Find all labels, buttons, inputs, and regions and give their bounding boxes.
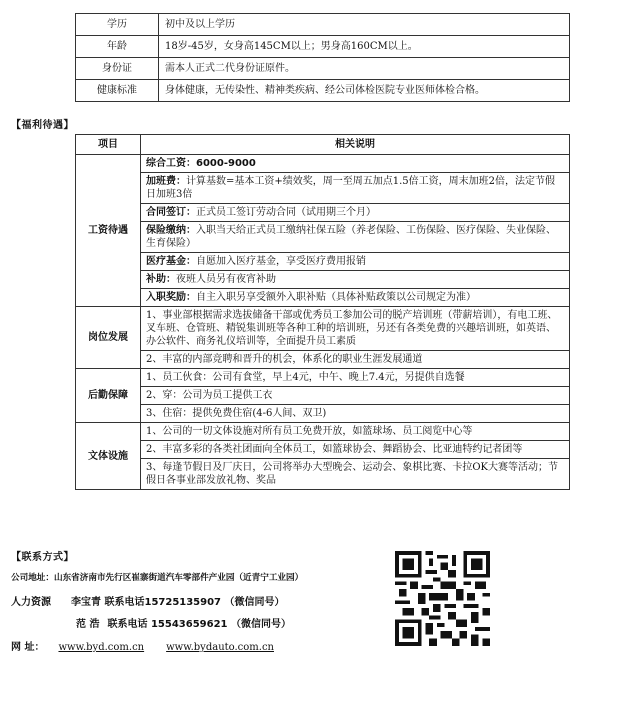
salary-category: 工资待遇: [76, 155, 141, 307]
hr-contact-1: [11, 593, 285, 608]
website-line: [11, 638, 274, 653]
website-link-1[interactable]: www.byd.com.cn: [58, 642, 145, 653]
development-item: 1、事业部根据需求选拔储备干部或优秀员工参加公司的脱产培训班（带薪培训），有电工班、叉车班、仓管班、精锐集训班等各种工种的培训班，另还有各类免费的兴趣培训班，如英语、办公软件、商务礼仪培训等，全面提升员工素质: [141, 307, 570, 351]
requirements-table: [75, 13, 570, 102]
table-row: [76, 36, 570, 58]
insurance-text: 入职当天给正式员工缴纳社保五险（养老保险、工伤保险、医疗保险、失业保险、生育保险）: [146, 225, 556, 249]
development-item: 2、丰富的内部竞聘和晋升的机会，体系化的职业生涯发展通道: [141, 351, 570, 369]
col-desc-header: 相关说明: [141, 135, 570, 155]
table-row: [76, 80, 570, 102]
req-label: 年龄: [76, 36, 159, 58]
table-row: [76, 271, 570, 289]
table-row: [76, 204, 570, 222]
table-row: [76, 222, 570, 253]
table-row: [76, 14, 570, 36]
logistics-category: 后勤保障: [76, 369, 141, 423]
insurance-row: [141, 222, 570, 253]
welfare-table: [75, 134, 570, 490]
medical-fund-title: 医疗基金：: [146, 256, 196, 267]
col-item-header: 项目: [76, 135, 141, 155]
table-row: [76, 289, 570, 307]
table-row: [76, 423, 570, 441]
development-category: 岗位发展: [76, 307, 141, 369]
table-row: [76, 351, 570, 369]
insurance-title: 保险缴纳：: [146, 225, 196, 236]
contract-text: 正式员工签订劳动合同（试用期三个月）: [196, 207, 376, 218]
table-header-row: [76, 135, 570, 155]
req-label: 身份证: [76, 58, 159, 80]
hr-contact-2: [76, 615, 291, 630]
hr-contact-2-name: 范 浩: [76, 619, 100, 630]
website-link-2[interactable]: www.bydauto.com.cn: [166, 642, 274, 653]
subsidy-title: 补助：: [146, 274, 176, 285]
table-row: [76, 155, 570, 173]
table-row: [76, 58, 570, 80]
req-label: 健康标准: [76, 80, 159, 102]
hr-contact-1-text: 李宝青 联系电话15725135907 （微信同号）: [71, 597, 285, 608]
salary-row: [141, 155, 570, 173]
onboarding-bonus-title: 入职奖励：: [146, 292, 196, 303]
salary-text: 6000-9000: [196, 158, 256, 169]
culture-item: 1、公司的一切文体设施对所有员工免费开放，如篮球场、员工阅览中心等: [141, 423, 570, 441]
medical-fund-row: [141, 253, 570, 271]
table-row: [76, 387, 570, 405]
subsidy-row: [141, 271, 570, 289]
welfare-heading: 【福利待遇】: [11, 120, 74, 131]
culture-item: 3、每逢节假日及厂庆日，公司将举办大型晚会、运动会、象棋比赛、卡拉OK大赛等活动；节假日各事业部发放礼物、奖品: [141, 459, 570, 490]
subsidy-text: 夜班人员另有夜宵补助: [176, 274, 276, 285]
logistics-item: 2、穿：公司为员工提供工衣: [141, 387, 570, 405]
overtime-title: 加班费：: [146, 176, 186, 187]
table-row: [76, 173, 570, 204]
company-address: 公司地址：山东省济南市先行区崔寨街道汽车零部件产业园（近青宁工业园）: [11, 573, 304, 583]
req-value: 需本人正式二代身份证原件。: [159, 58, 570, 80]
contract-title: 合同签订：: [146, 207, 196, 218]
hr-contact-2-text: 联系电话 15543659621 （微信同号）: [107, 619, 291, 630]
salary-title: 综合工资：: [146, 158, 196, 169]
culture-item: 2、丰富多彩的各类社团面向全体员工，如篮球协会、舞蹈协会、比亚迪特约记者团等: [141, 441, 570, 459]
table-row: [76, 253, 570, 271]
logistics-item: 1、员工伙食：公司有食堂，早上4元，中午、晚上7.4元，另提供自选餐: [141, 369, 570, 387]
req-value: 身体健康，无传染性、精神类疾病、经公司体检医院专业医师体检合格。: [159, 80, 570, 102]
contact-heading: 【联系方式】: [11, 552, 74, 563]
logistics-item: 3、住宿：提供免费住宿(4-6人间、双卫): [141, 405, 570, 423]
medical-fund-text: 自愿加入医疗基金，享受医疗费用报销: [196, 256, 366, 267]
req-value: 18岁-45岁，女身高145CM以上；男身高160CM以上。: [159, 36, 570, 58]
qr-code-icon: [395, 551, 490, 646]
overtime-row: [141, 173, 570, 204]
website-label: 网 址：: [11, 642, 45, 653]
table-row: [76, 369, 570, 387]
onboarding-bonus-row: [141, 289, 570, 307]
onboarding-bonus-text: 自主入职另享受额外入职补贴（具体补贴政策以公司规定为准）: [196, 292, 476, 303]
table-row: [76, 459, 570, 490]
table-row: [76, 441, 570, 459]
culture-category: 文体设施: [76, 423, 141, 490]
hr-label: 人力资源: [11, 597, 51, 608]
overtime-text: 计算基数=基本工资+绩效奖，周一至周五加点1.5倍工资，周末加班2倍，法定节假日加班3倍: [146, 176, 556, 200]
req-label: 学历: [76, 14, 159, 36]
req-value: 初中及以上学历: [159, 14, 570, 36]
table-row: [76, 405, 570, 423]
contract-row: [141, 204, 570, 222]
table-row: [76, 307, 570, 351]
